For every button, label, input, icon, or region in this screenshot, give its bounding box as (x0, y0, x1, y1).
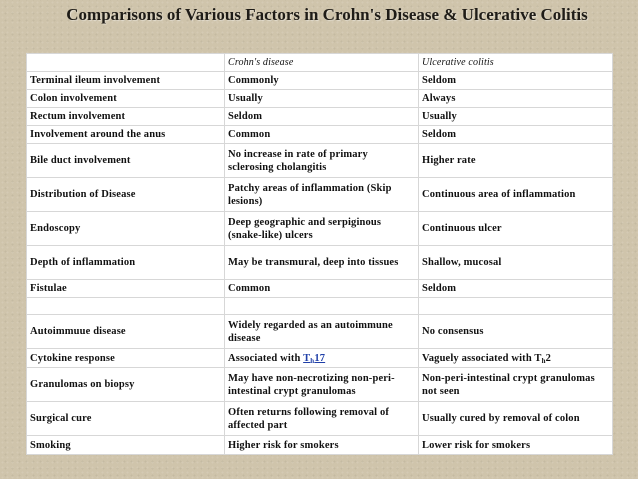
th17-link-tail: 17 (314, 352, 326, 364)
factor-cell: Terminal ileum involvement (27, 72, 225, 90)
table-row (27, 90, 613, 108)
crohns-cell: Higher risk for smokers (225, 436, 419, 455)
uc-cell: Higher rate (419, 144, 613, 178)
uc-cell: Lower risk for smokers (419, 436, 613, 455)
table-row (27, 178, 613, 212)
factor-cell: Involvement around the anus (27, 126, 225, 144)
crohns-cell: Deep geographic and serpiginous (snake-like) ulcers (225, 212, 419, 246)
uc-cell: Usually (419, 108, 613, 126)
table-row (27, 315, 613, 349)
crohns-cell: Widely regarded as an autoimmune disease (225, 315, 419, 349)
crohns-cell: Patchy areas of inflammation (Skip lesions) (225, 178, 419, 212)
uc-cytokine-tail: 2 (545, 352, 552, 364)
factor-cell: Bile duct involvement (27, 144, 225, 178)
uc-cell: Usually cured by removal of colon (419, 402, 613, 436)
uc-cell: Shallow, mucosal (419, 246, 613, 280)
uc-cell (419, 298, 613, 315)
header-factor (27, 54, 225, 72)
factor-cell: Autoimmuue disease (27, 315, 225, 349)
table-row-empty (27, 298, 613, 315)
comparison-table (26, 53, 613, 455)
uc-cell: Seldom (419, 280, 613, 298)
uc-cell: Continuous ulcer (419, 212, 613, 246)
table-header-row (27, 54, 613, 72)
factor-cell: Cytokine response (27, 349, 225, 368)
th17-link-main: T (303, 352, 311, 364)
table-row (27, 126, 613, 144)
table-row (27, 246, 613, 280)
uc-cell: Seldom (419, 126, 613, 144)
header-uc: Ulcerative colitis (419, 54, 613, 72)
crohns-cell: Often returns following removal of affected part (225, 402, 419, 436)
factor-cell: Distribution of Disease (27, 178, 225, 212)
table-row (27, 436, 613, 455)
uc-cell (419, 349, 613, 368)
table-row (27, 72, 613, 90)
crohns-cell (225, 298, 419, 315)
factor-cell: Smoking (27, 436, 225, 455)
crohns-cytokine-prefix: Associated with (228, 352, 304, 364)
table-row (27, 212, 613, 246)
factor-cell: Colon involvement (27, 90, 225, 108)
factor-cell: Depth of inflammation (27, 246, 225, 280)
factor-cell: Surgical cure (27, 402, 225, 436)
factor-cell: Fistulae (27, 280, 225, 298)
crohns-cell: No increase in rate of primary sclerosing cholangitis (225, 144, 419, 178)
factor-cell: Granulomas on biopsy (27, 368, 225, 402)
header-crohns: Crohn's disease (225, 54, 419, 72)
factor-cell: Endoscopy (27, 212, 225, 246)
uc-cell: Seldom (419, 72, 613, 90)
crohns-cell: Usually (225, 90, 419, 108)
uc-cell: Always (419, 90, 613, 108)
th17-link[interactable] (303, 353, 325, 364)
table-row (27, 280, 613, 298)
factor-cell (27, 298, 225, 315)
th17-link-subscript: h (310, 356, 315, 365)
table-row (27, 108, 613, 126)
slide-title: Comparisons of Various Factors in Crohn's Disease & Ulcerative Colitis (66, 5, 588, 24)
uc-cell: No consensus (419, 315, 613, 349)
crohns-cell: Common (225, 126, 419, 144)
uc-cytokine-prefix: Vaguely associated with T (422, 352, 542, 364)
crohns-cell (225, 349, 419, 368)
crohns-cell: Commonly (225, 72, 419, 90)
table-row (27, 368, 613, 402)
uc-cell: Continuous area of inflammation (419, 178, 613, 212)
uc-cytokine-subscript: h (541, 356, 546, 365)
crohns-cell: Common (225, 280, 419, 298)
uc-cell: Non-peri-intestinal crypt granulomas not seen (419, 368, 613, 402)
table-row (27, 349, 613, 368)
crohns-cell: May have non-necrotizing non-peri-intestinal crypt granulomas (225, 368, 419, 402)
table-row (27, 144, 613, 178)
factor-cell: Rectum involvement (27, 108, 225, 126)
crohns-cell: May be transmural, deep into tissues (225, 246, 419, 280)
crohns-cell: Seldom (225, 108, 419, 126)
table-row (27, 402, 613, 436)
